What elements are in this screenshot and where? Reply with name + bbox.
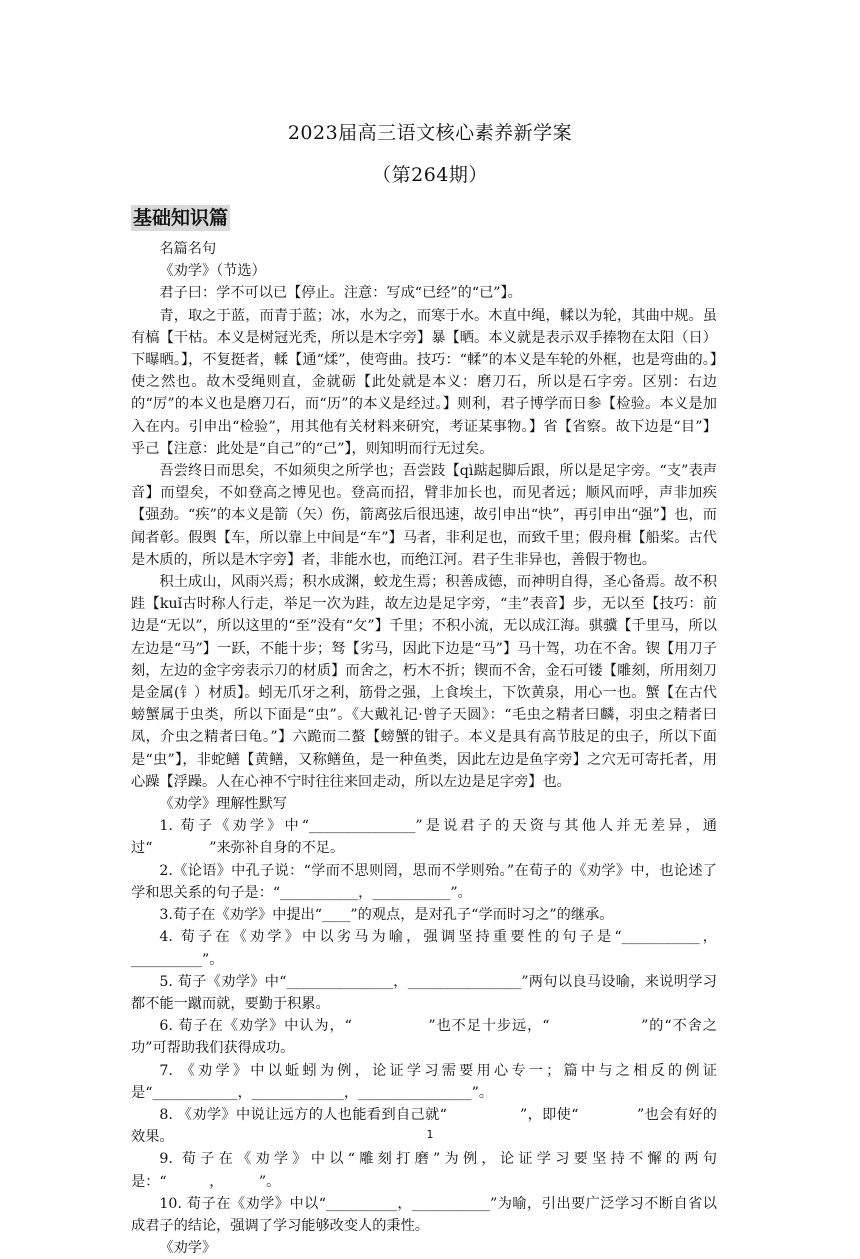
exercise-item: 9. 荀子在《劝学》中以“雕刻打磨”为例，论证学习要坚持不懈的两句是：“ ， ”。	[131, 1151, 717, 1190]
exercise-item: 3.荀子在《劝学》中提出“____”的观点，是对孔子“学而时习之”的继承。	[159, 907, 614, 924]
text-title: 《劝学》（节选）	[159, 263, 266, 280]
document-title: 2023届高三语文核心素养新学案	[287, 122, 573, 144]
exercise-item: 6. 荀子在《劝学》中认为，“ ”也不足十步远，“ ”的“不舍之功”可帮助我们获得成功。	[131, 1018, 717, 1057]
exercise-item: 4. 荀子在《劝学》中以劣马为喻，强调坚持重要性的句子是“___________，__________”。	[131, 929, 717, 968]
exercise-item: 8. 《劝学》中说让远方的人也能看到自己就“ ”，即使“ ”也会有好的效果。	[131, 1106, 717, 1146]
text-paragraph: 青，取之于蓝，而青于蓝；冰，水为之，而寒于水。木直中绳，輮以为轮，其曲中规。虽有槁【干枯。本义是树冠光秃，所以是木字旁】暴【晒。本义就是表示双手捧物在太阳（日）下曝晒。】，不复挺者，輮【通“煣”，使弯曲。技巧：“輮”的本义是车轮的外框，也是弯曲的。】使之然也。故木受绳则直，金就砺【此处就是本义：磨刀石，所以是石字旁。区别：右边的“厉”的本义也是磨刀石，而“历”的本义是经过。】则利，君子博学而日参【检验。本义是加入在内。引申出“检验”，用其他有关材料来研究，考证某事物。】省【省察。故下边是“目”】乎己【注意：此处是“自己”的“己”】，则知明而行无过矣。	[131, 307, 717, 457]
exercise-heading: 《劝学》理解性默写	[159, 796, 288, 813]
subsection-label: 名篇名句	[159, 241, 217, 257]
text-paragraph: 君子曰：学不可以已【停止。注意：写成“已经”的“已”】。	[159, 285, 522, 302]
page-number: 1	[426, 1128, 434, 1141]
exercise-item: 1. 荀子《劝学》中“_______________”是说君子的天资与其他人并无差异，通过“ ”来弥补自身的不足。	[131, 818, 717, 857]
exercise-item: 5. 荀子《劝学》中“_______________，________________”两句以良马设喻，来说明学习都不能一蹴而就，要勤于积累。	[131, 973, 717, 1012]
document-body	[131, 238, 717, 1259]
exercise-item: 10. 荀子在《劝学》中以“__________，___________”为喻，引出要广泛学习不断自省以成君子的结论，强调了学习能够改变人的秉性。	[131, 1195, 717, 1234]
issue-number: （第264期）	[372, 164, 488, 186]
exercise-item: 7. 《劝学》中以蚯蚓为例，论证学习需要用心专一；篇中与之相反的例证是“____________，_____________，________________”。	[131, 1062, 717, 1101]
text-title: 《劝学》	[159, 1240, 217, 1257]
section-heading: 基础知识篇	[133, 207, 229, 229]
text-paragraph: 积土成山，风雨兴焉；积水成渊，蛟龙生焉；积善成德，而神明自得，圣心备焉。故不积跬【kuǐ古时称人行走，举足一次为跬，故左边是足字旁，“圭”表音】步，无以至【技巧：前边是“无以”，所以这里的“至”没有“攵”】千里；不积小流，无以成江海。骐骥【千里马，所以左边是“马”】一跃，不能十步；驽【劣马，因此下边是“马”】马十驾，功在不舍。锲【用刀子刻，左边的金字旁表示刀的材质】而舍之，朽木不折；锲而不舍，金石可镂【雕刻，所用刻刀是金属(钅）材质】。蚓无爪牙之利，筋骨之强，上食埃土，下饮黄泉，用心一也。蟹【在古代螃蟹属于虫类，所以下面是“虫”。《大戴礼记·曾子天圆》：“毛虫之精者曰麟，羽虫之精者曰凤，介虫之精者曰龟。”】六跪而二螯【螃蟹的钳子。本义是具有高节肢足的虫子，所以下面是“虫”】，非蛇鳝【黄鳝，又称鳝鱼，是一种鱼类，因此左边是鱼字旁】之穴无可寄托者，用心躁【浮躁。人在心神不宁时往往来回走动，所以左边是足字旁】也。	[131, 574, 717, 790]
text-paragraph: 吾尝终日而思矣，不如须臾之所学也；吾尝跂【qì踮起脚后跟，所以是足字旁。“支”表声音】而望矣，不如登高之博见也。登高而招，臂非加长也，而见者远；顺风而呼，声非加疾【强劲。“疾”的本义是箭（矢）伤，箭离弦后很迅速，故引申出“快”，再引申出“强”】也，而闻者彰。假舆【车，所以靠上中间是“车”】马者，非利足也，而致千里；假舟楫【船桨。古代是木质的，所以是木字旁】者，非能水也，而绝江河。君子生非异也，善假于物也。	[131, 463, 717, 568]
exercise-item: 2.《论语》中孔子说：“学而不思则罔，思而不学则殆。”在荀子的《劝学》中，也论述了学和思关系的句子是：“___________，___________”。	[131, 862, 717, 901]
